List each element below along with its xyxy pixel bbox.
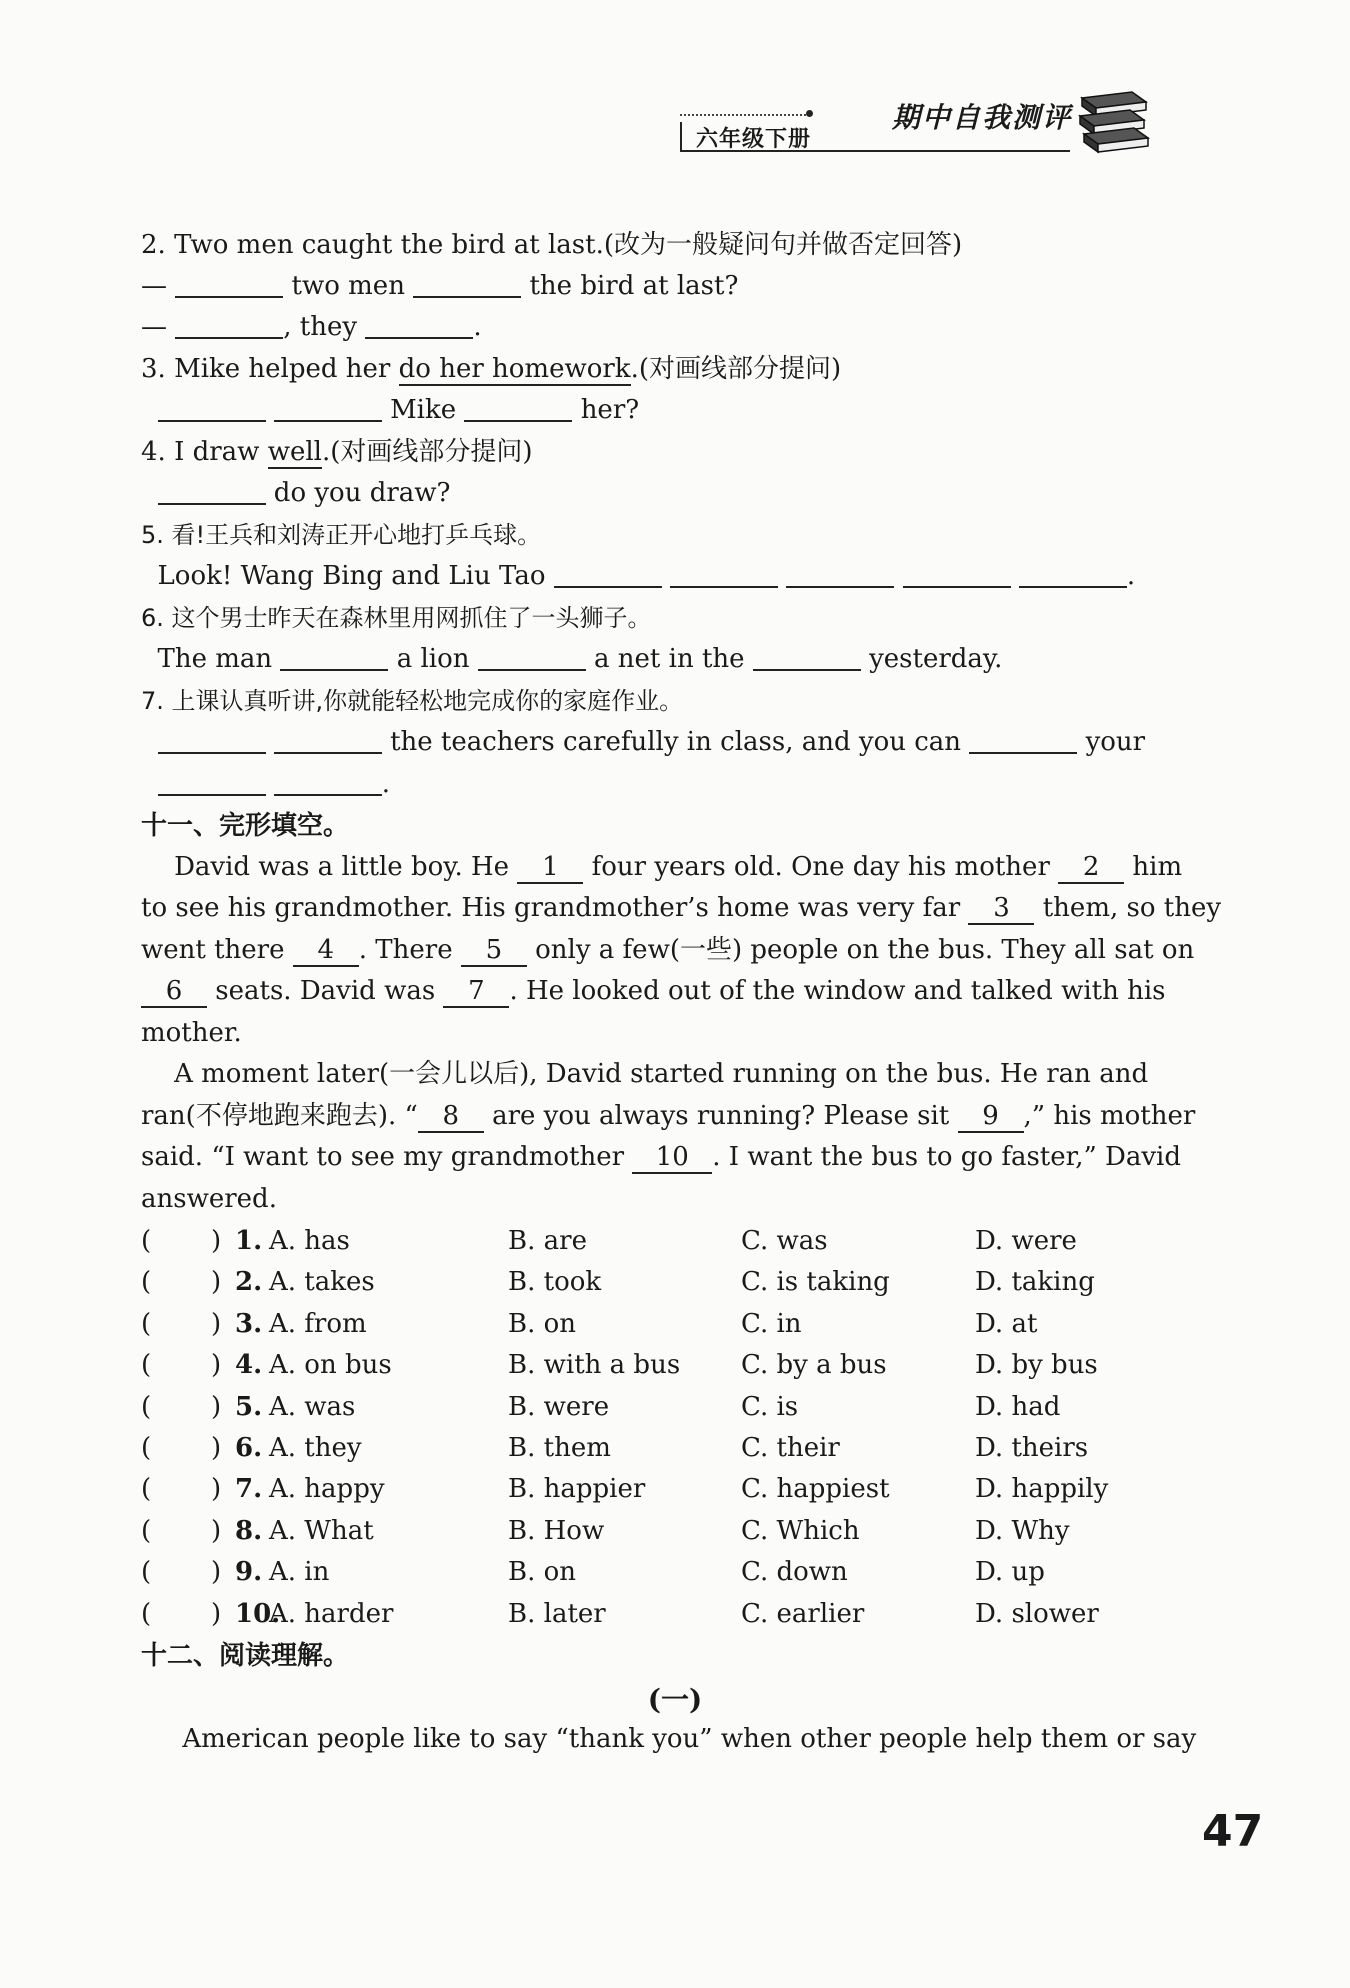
- page-header: [680, 88, 1180, 164]
- question-number: 9.: [235, 1557, 263, 1588]
- option-a[interactable]: A. from: [269, 1308, 367, 1339]
- blank[interactable]: [274, 726, 382, 754]
- question-number: 2.: [235, 1267, 263, 1298]
- option-c[interactable]: C. was: [741, 1226, 828, 1256]
- answer-bracket-close: ): [211, 1598, 222, 1629]
- blank[interactable]: [413, 270, 521, 298]
- q5-answer: Look! Wang Bing and Liu Tao .: [157, 561, 1136, 591]
- option-row: [141, 1304, 1191, 1344]
- option-row: [141, 1387, 1191, 1427]
- q4-prompt: 4. I draw well.(对画线部分提问): [141, 437, 533, 467]
- blank-numbered[interactable]: 3: [968, 893, 1034, 925]
- answer-bracket-open[interactable]: (: [141, 1433, 152, 1463]
- option-b[interactable]: B. later: [508, 1598, 606, 1629]
- option-b[interactable]: B. with a bus: [508, 1350, 681, 1381]
- question-number: 4.: [235, 1350, 263, 1381]
- question-number: 8.: [235, 1515, 263, 1546]
- blank[interactable]: [274, 768, 382, 796]
- section-11-title: 十一、完形填空。: [141, 811, 350, 841]
- underlined-part: do her homework: [398, 354, 631, 384]
- option-a[interactable]: A. harder: [269, 1598, 394, 1629]
- option-c[interactable]: C. Which: [741, 1515, 860, 1546]
- option-d[interactable]: D. Why: [975, 1515, 1070, 1546]
- q6-prompt: 6. 这个男士昨天在森林里用网抓住了一头狮子。: [141, 604, 652, 632]
- option-d[interactable]: D. were: [975, 1226, 1077, 1256]
- q2-answer-line1: — two men the bird at last?: [141, 271, 739, 301]
- option-c[interactable]: C. their: [741, 1433, 840, 1463]
- passage-line-7: ran(不停地跑来跑去). “ 8 are you always running? Please sit 9 ,” his mother: [141, 1101, 1196, 1131]
- option-c[interactable]: C. happiest: [741, 1474, 890, 1505]
- header-dotted-line: [680, 114, 810, 116]
- blank[interactable]: [280, 643, 388, 671]
- blank-numbered[interactable]: 2: [1058, 852, 1124, 884]
- answer-bracket-close: ): [211, 1474, 222, 1505]
- option-c[interactable]: C. down: [741, 1557, 848, 1588]
- passage-line-3: went there 4 . There 5 only a few(一些) people on the bus. They all sat on: [141, 935, 1195, 965]
- option-c[interactable]: C. is taking: [741, 1267, 890, 1298]
- option-row: [141, 1594, 1191, 1634]
- section-12-title: 十二、阅读理解。: [141, 1641, 350, 1671]
- option-a[interactable]: A. What: [269, 1515, 374, 1546]
- question-number: 1.: [235, 1226, 263, 1256]
- answer-bracket-open[interactable]: (: [141, 1226, 152, 1256]
- option-b[interactable]: B. on: [508, 1557, 577, 1588]
- option-b[interactable]: B. them: [508, 1433, 611, 1463]
- q7-answer-line2: .: [141, 764, 1190, 804]
- question-number: 3.: [235, 1308, 263, 1339]
- answer-bracket-open[interactable]: (: [141, 1474, 152, 1505]
- passage-line-9: answered.: [141, 1184, 277, 1214]
- header-dot: [806, 110, 813, 117]
- header-rule: [680, 150, 1070, 152]
- blank[interactable]: [158, 477, 266, 505]
- q7-answer-line1: the teachers carefully in class, and you can your: [141, 722, 1190, 762]
- blank[interactable]: [1019, 560, 1127, 588]
- option-a[interactable]: A. was: [269, 1391, 356, 1422]
- answer-bracket-close: ): [211, 1350, 222, 1381]
- option-a[interactable]: A. has: [269, 1226, 350, 1256]
- answer-bracket-close: ): [211, 1308, 222, 1339]
- blank[interactable]: [753, 643, 861, 671]
- option-row: [141, 1469, 1191, 1509]
- blank[interactable]: [365, 311, 473, 339]
- q3-prompt: 3. Mike helped her do her homework.(对画线部分提问): [141, 354, 842, 384]
- books-icon: [1072, 88, 1152, 158]
- option-a[interactable]: A. takes: [269, 1267, 375, 1298]
- option-row: [141, 1511, 1191, 1551]
- underlined-part: well: [267, 437, 322, 467]
- passage-line-2: to see his grandmother. His grandmother’s home was very far 3 them, so they: [141, 893, 1222, 923]
- option-c[interactable]: C. is: [741, 1391, 799, 1422]
- q7-prompt: 7. 上课认真听讲,你就能轻松地完成你的家庭作业。: [141, 687, 684, 715]
- passage-line-1: David was a little boy. He 1 four years old. One day his mother 2 him: [174, 852, 1183, 882]
- option-c[interactable]: C. by a bus: [741, 1350, 887, 1381]
- option-b[interactable]: B. were: [508, 1391, 610, 1422]
- option-row: [141, 1428, 1191, 1468]
- question-number: 10.: [235, 1598, 281, 1629]
- option-a[interactable]: A. on bus: [269, 1350, 392, 1381]
- answer-bracket-open[interactable]: (: [141, 1350, 152, 1381]
- passage-line-4: 6 seats. David was 7 . He looked out of the window and talked with his: [141, 971, 1190, 1011]
- reading-line-1: American people like to say “thank you” when other people help them or say: [182, 1724, 1197, 1754]
- reading-part-title: (一): [647, 1683, 703, 1716]
- blank[interactable]: [670, 560, 778, 588]
- blank[interactable]: [464, 394, 572, 422]
- blank-numbered[interactable]: 7: [443, 976, 509, 1008]
- answer-bracket-open[interactable]: (: [141, 1308, 152, 1339]
- blank-numbered[interactable]: 4: [293, 935, 359, 967]
- q2-answer-line2: — , they .: [141, 312, 482, 342]
- option-b[interactable]: B. took: [508, 1267, 602, 1298]
- option-d[interactable]: D. had: [975, 1391, 1061, 1422]
- option-d[interactable]: D. by bus: [975, 1350, 1098, 1381]
- blank[interactable]: [554, 560, 662, 588]
- blank[interactable]: [969, 726, 1077, 754]
- answer-bracket-close: ): [211, 1557, 222, 1588]
- answer-bracket-close: ): [211, 1267, 222, 1298]
- option-c[interactable]: C. earlier: [741, 1598, 865, 1629]
- answer-bracket-close: ): [211, 1515, 222, 1546]
- question-number: 6.: [235, 1433, 263, 1463]
- passage-line-8: said. “I want to see my grandmother 10 . I want the bus to go faster,” David: [141, 1142, 1182, 1172]
- q3-answer: Mike her?: [141, 390, 1190, 430]
- answer-bracket-open[interactable]: (: [141, 1557, 152, 1588]
- header-title: 期中自我测评: [892, 101, 1073, 134]
- q6-answer: The man a lion a net in the yesterday.: [157, 644, 1003, 674]
- option-d[interactable]: D. at: [975, 1308, 1038, 1339]
- option-a[interactable]: A. they: [269, 1433, 362, 1463]
- option-row: [141, 1262, 1191, 1302]
- option-a[interactable]: A. in: [269, 1557, 330, 1588]
- blank-numbered[interactable]: 9: [958, 1101, 1024, 1133]
- option-c[interactable]: C. in: [741, 1308, 802, 1339]
- blank-numbered[interactable]: 6: [141, 976, 207, 1008]
- blank[interactable]: [786, 560, 894, 588]
- blank-numbered[interactable]: 10: [632, 1142, 712, 1174]
- q5-prompt: 5. 看!王兵和刘涛正开心地打乒乓球。: [141, 521, 542, 549]
- answer-bracket-open[interactable]: (: [141, 1598, 152, 1629]
- option-b[interactable]: B. are: [508, 1226, 587, 1256]
- blank[interactable]: [274, 394, 382, 422]
- answer-bracket-close: ): [211, 1226, 222, 1256]
- blank-numbered[interactable]: 5: [461, 935, 527, 967]
- option-b[interactable]: B. How: [508, 1515, 605, 1546]
- answer-bracket-open[interactable]: (: [141, 1267, 152, 1298]
- blank[interactable]: [158, 394, 266, 422]
- option-d[interactable]: D. slower: [975, 1598, 1099, 1629]
- blank[interactable]: [158, 726, 266, 754]
- page-number: 47: [1202, 1806, 1264, 1857]
- option-b[interactable]: B. happier: [508, 1474, 646, 1505]
- question-number: 5.: [235, 1391, 263, 1422]
- answer-bracket-open[interactable]: (: [141, 1515, 152, 1546]
- blank[interactable]: [903, 560, 1011, 588]
- q4-answer: do you draw?: [141, 473, 1190, 513]
- option-a[interactable]: A. happy: [269, 1474, 385, 1505]
- blank[interactable]: [158, 768, 266, 796]
- blank[interactable]: [175, 311, 283, 339]
- passage-line-5: mother.: [141, 1018, 242, 1048]
- option-d[interactable]: D. theirs: [975, 1433, 1089, 1463]
- answer-bracket-open[interactable]: (: [141, 1391, 152, 1422]
- passage-line-6: A moment later(一会儿以后), David started running on the bus. He ran and: [174, 1059, 1149, 1089]
- option-row: [141, 1221, 1191, 1261]
- answer-bracket-close: ): [211, 1391, 222, 1422]
- option-row: [141, 1345, 1191, 1385]
- blank[interactable]: [478, 643, 586, 671]
- option-row: [141, 1552, 1191, 1592]
- blank-numbered[interactable]: 1: [517, 852, 583, 884]
- blank-numbered[interactable]: 8: [418, 1101, 484, 1133]
- option-b[interactable]: B. on: [508, 1308, 577, 1339]
- blank[interactable]: [175, 270, 283, 298]
- option-d[interactable]: D. happily: [975, 1474, 1109, 1505]
- question-number: 7.: [235, 1474, 263, 1505]
- header-grade: 六年级下册: [680, 122, 811, 150]
- option-d[interactable]: D. up: [975, 1557, 1045, 1588]
- answer-bracket-close: ): [211, 1433, 222, 1463]
- q2-prompt: 2. Two men caught the bird at last.(改为一般疑问句并做否定回答): [141, 230, 963, 260]
- option-d[interactable]: D. taking: [975, 1267, 1095, 1298]
